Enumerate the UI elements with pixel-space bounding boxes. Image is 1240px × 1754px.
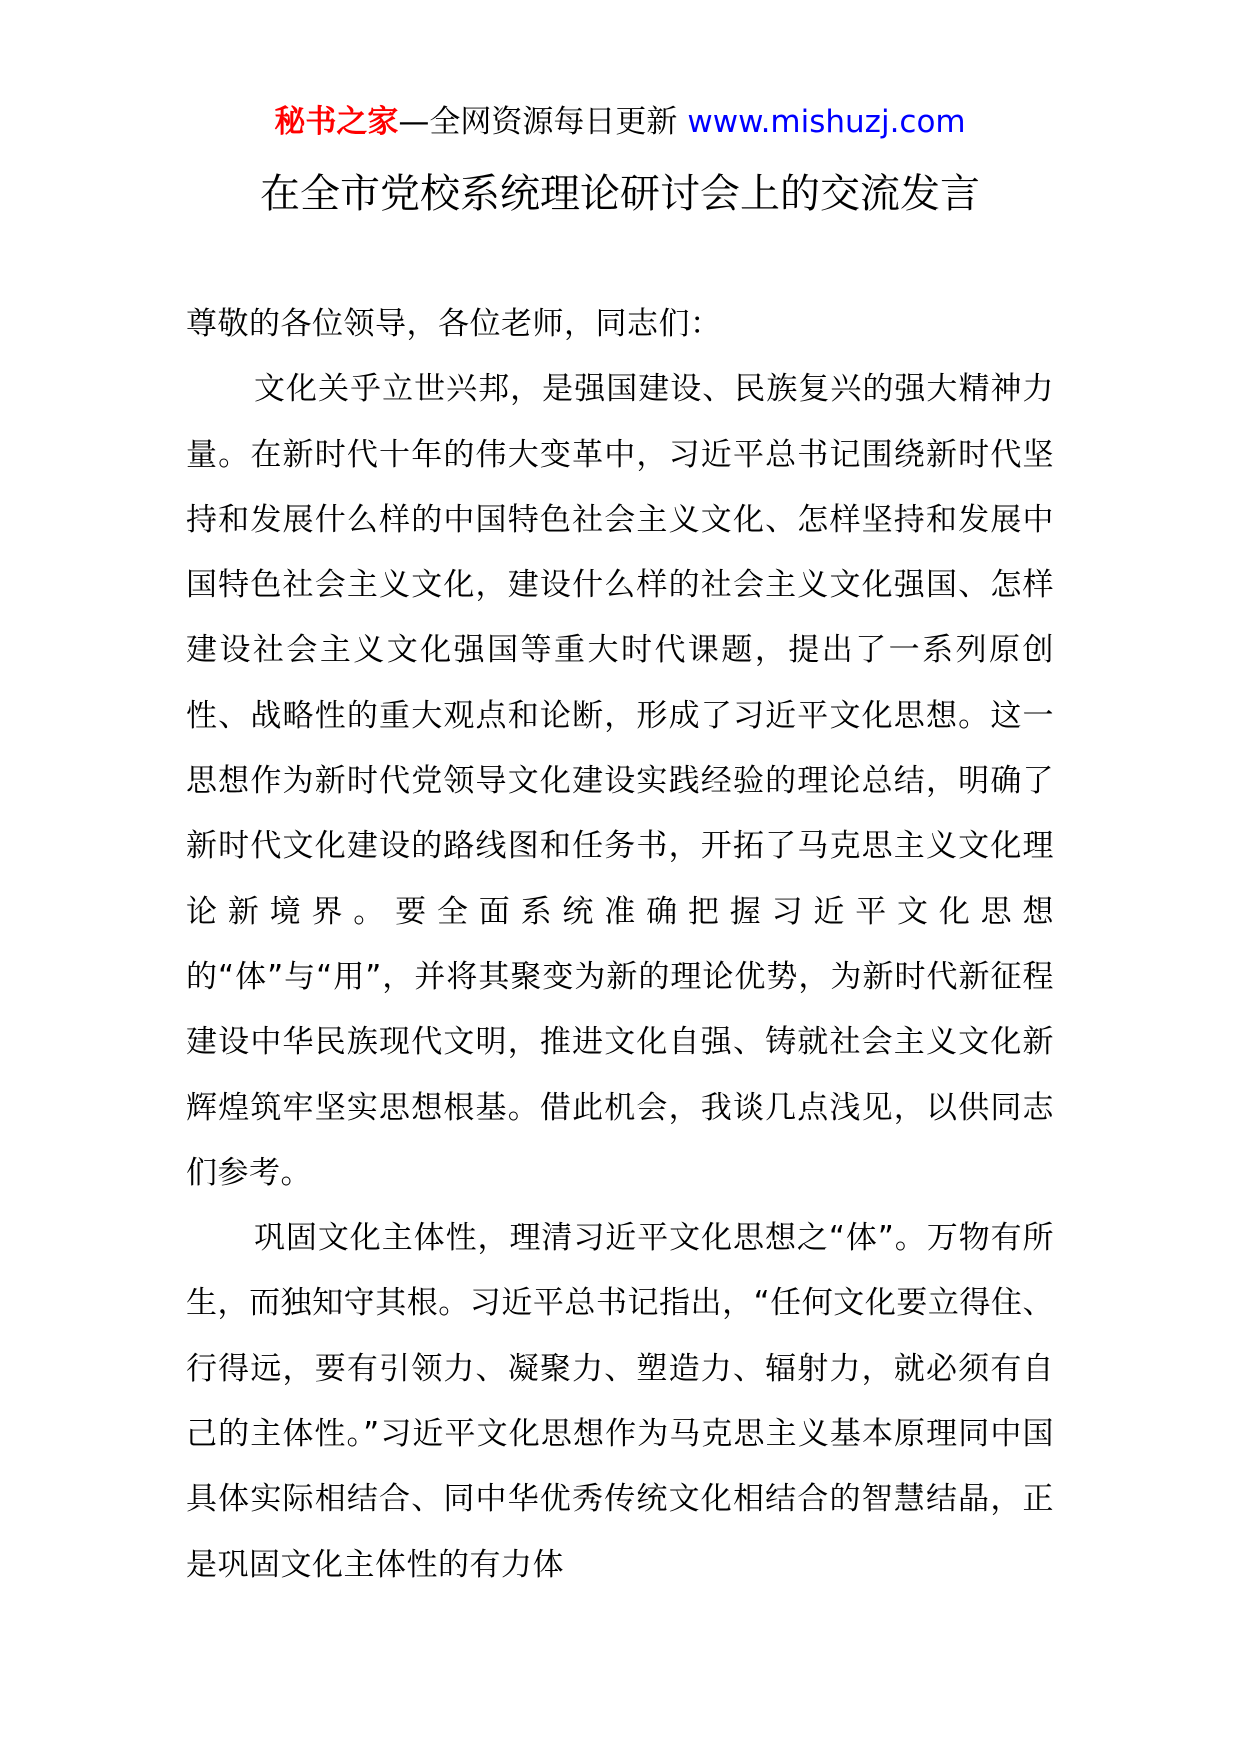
site-header <box>0 100 1240 144</box>
document-body <box>186 292 1054 1598</box>
header-tagline: —全网资源每日更新 <box>398 104 678 140</box>
brand-name: 秘书之家 <box>274 104 399 140</box>
salutation: 尊敬的各位领导，各位老师，同志们： <box>186 306 722 342</box>
section-heading: 巩固文化主体性，理清习近平文化思想之“体”。 <box>254 1220 927 1257</box>
site-url-link[interactable]: www.mishuzj.com <box>687 104 966 140</box>
paragraph-intro: 文化关乎立世兴邦，是强国建设、民族复兴的强大精神力量。在新时代十年的伟大变革中，习近平总书记围绕新时代坚持和发展什么样的中国特色社会主义文化、怎样坚持和发展中国特色社会主义文化，建设什么样的社会主义文化强国、怎样建设社会主义文化强国等重大时代课题，提出了一系列原创性、战略性的重大观点和论断，形成了习近平文化思想。这一思想作为新时代党领导文化建设实践经验的理论总结，明确了新时代文化建设的路线图和任务书，开拓了马克思主义文化理论新境界。要全面系统准确把握习近平文化思想的“体”与“用”，并将其聚变为新的理论优势，为新时代新征程建设中华民族现代文明，推进文化自强、铸就社会主义文化新辉煌筑牢坚实思想根基。借此机会，我谈几点浅见，以供同志们参考。 <box>186 371 1054 1191</box>
document-title: 在全市党校系统理论研讨会上的交流发言 <box>260 171 980 217</box>
paragraph-section-one <box>186 1206 1054 1598</box>
section-text: 万物有所生，而独知守其根。习近平总书记指出，“任何文化要立得住、行得远，要有引领力、凝聚力、塑造力、辐射力，就必须有自己的主体性。”习近平文化思想作为马克思主义基本原理同中国具体实际相结合、同中华优秀传统文化相结合的智慧结晶，正是巩固文化主体性的有力体 <box>186 1220 1055 1583</box>
